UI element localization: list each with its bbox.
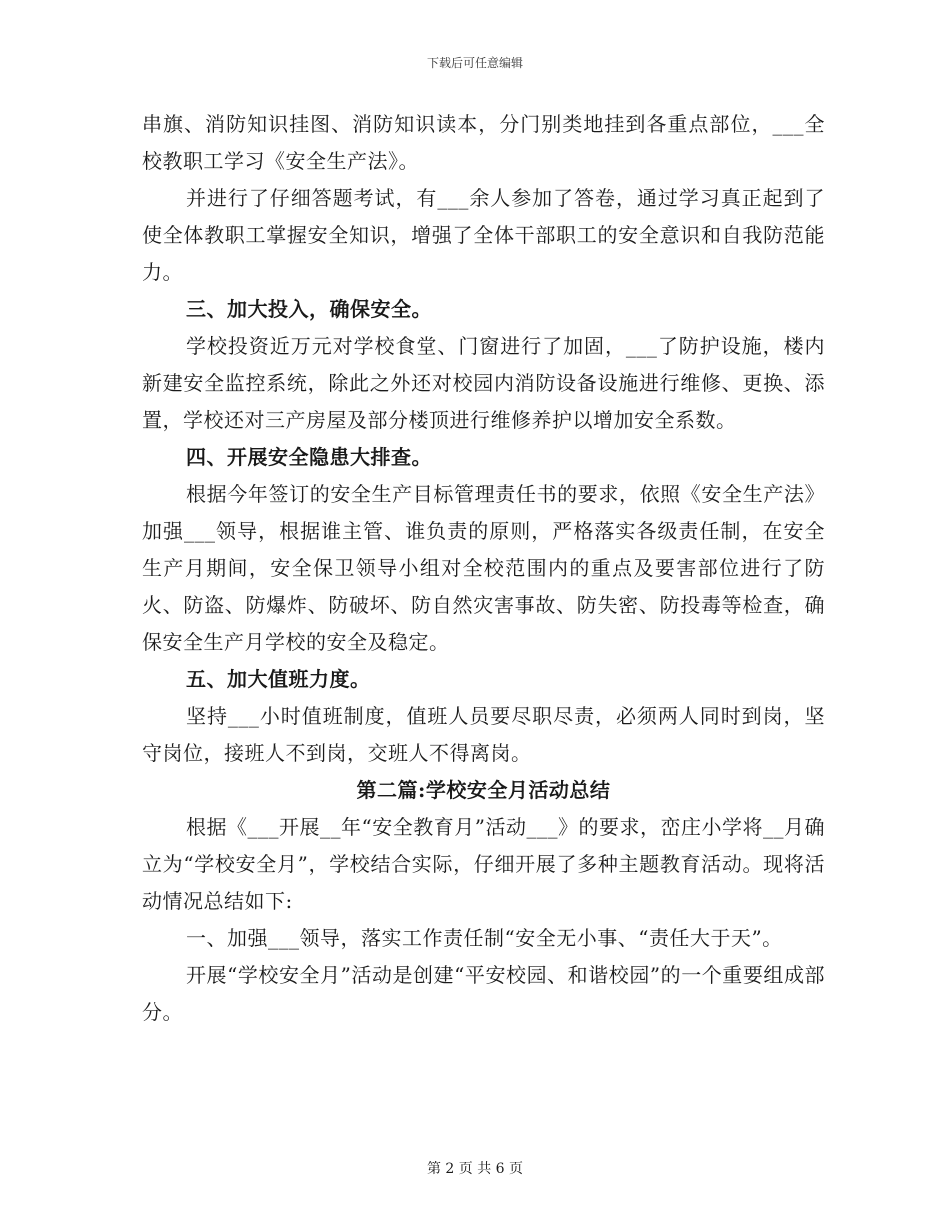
chapter-title: 第二篇:学校安全月活动总结 <box>356 778 611 802</box>
paragraph-10: 根据《___开展__年“安全教育月”活动___》的要求，峦庄小学将__月确立为“学校安全月”，学校结合实际，仔细开展了多种主题教育活动。现将活动情况总结如下: <box>142 815 825 913</box>
paragraph-11: 一、加强___领导，落实工作责任制“安全无小事、“责任大于天”。 <box>186 926 783 950</box>
paragraph-4: 学校投资近万元对学校食堂、门窗进行了加固，___了防护设施，楼内新建安全监控系统，除此之外还对校园内消防设备设施进行维修、更换、添置，学校还对三产房屋及部分楼顶进行维修养护以增加安全系数。 <box>142 334 825 432</box>
section-heading-3: 三、加大投入，确保安全。 <box>186 297 432 321</box>
paragraph-2: 并进行了仔细答题考试，有___余人参加了答卷，通过学习真正起到了使全体教职工掌握安全知识，增强了全体干部职工的安全意识和自我防范能力。 <box>142 186 825 284</box>
paragraph-1: 串旗、消防知识挂图、消防知识读本，分门别类地挂到各重点部位，___全校教职工学习《安全生产法》。 <box>142 112 825 173</box>
page-header: 下载后可任意编辑 <box>426 56 523 70</box>
paragraph-6: 根据今年签订的安全生产目标管理责任书的要求，依照《安全生产法》加强___领导，根据谁主管、谁负责的原则，严格落实各级责任制，在安全生产月期间，安全保卫领导小组对全校范围内的重点及要害部位进行了防火、防盗、防爆炸、防破坏、防自然灾害事故、防失密、防投毒等检查，确保安全生产月学校的安全及稳定。 <box>142 482 825 654</box>
page-footer: 第 2 页 共 6 页 <box>426 1161 524 1177</box>
document-body <box>142 106 825 1031</box>
section-heading-5: 五、加大值班力度。 <box>186 667 371 691</box>
paragraph-8: 坚持___小时值班制度，值班人员要尽职尽责，必须两人同时到岗，坚守岗位，接班人不到岗，交班人不得离岗。 <box>142 704 825 765</box>
section-heading-4: 四、开展安全隐患大排查。 <box>186 445 432 469</box>
paragraph-12: 开展“学校安全月”活动是创建“平安校园、和谐校园”的一个重要组成部分。 <box>142 963 825 1024</box>
